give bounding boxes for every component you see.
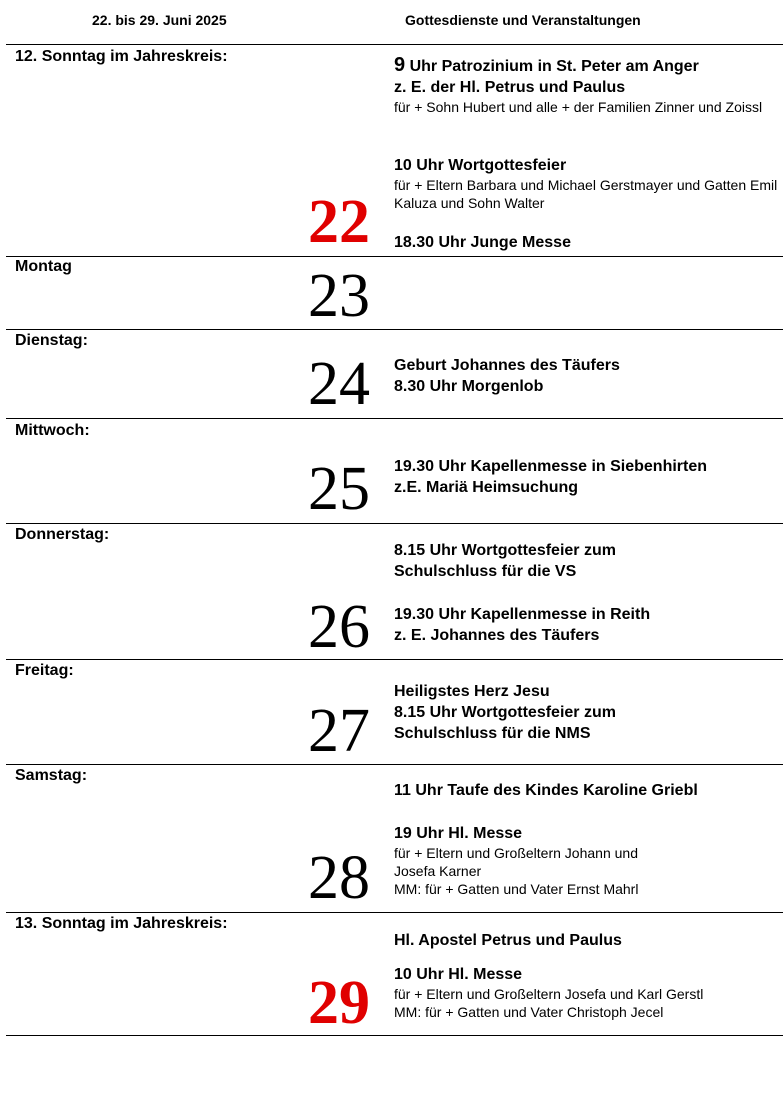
- event-title: 19.30 Uhr Kapellenmesse in Siebenhirten: [394, 458, 708, 475]
- event-kapellenmesse-reith: [394, 604, 779, 646]
- day-number: 25: [308, 455, 370, 523]
- event-title-line2: 8.15 Uhr Wortgottesfeier zum: [394, 704, 616, 721]
- event-title: 11 Uhr Taufe des Kindes Karoline Griebl: [394, 782, 698, 799]
- event-title-line2: z.E. Mariä Heimsuchung: [394, 479, 579, 496]
- day-label: Donnerstag:: [15, 526, 110, 543]
- event-title: 19 Uhr Hl. Messe: [394, 825, 523, 842]
- event-title-line2: z. E. Johannes des Täufers: [394, 627, 600, 644]
- event-title: Heiligstes Herz Jesu: [394, 683, 550, 700]
- event-title: 19.30 Uhr Kapellenmesse in Reith: [394, 606, 651, 623]
- divider: [6, 1035, 783, 1036]
- day-label: Freitag:: [15, 662, 74, 679]
- event-junge-messe: [394, 232, 779, 253]
- event-intention: für + Eltern und Großeltern Josefa und Karl Gerstl: [394, 986, 704, 1002]
- divider: [6, 659, 783, 660]
- event-intention-line3: MM: für + Gatten und Vater Ernst Mahrl: [394, 881, 639, 897]
- event-herz-jesu: [394, 681, 779, 744]
- day-label: Samstag:: [15, 767, 88, 784]
- date-range-heading: 22. bis 29. Juni 2025: [92, 12, 227, 28]
- day-label: 12. Sonntag im Jahreskreis:: [15, 48, 228, 65]
- event-hl-messe-sonntag: [394, 964, 779, 1021]
- event-hl-messe-samstag: [394, 823, 779, 898]
- divider: [6, 912, 783, 913]
- event-title: Hl. Apostel Petrus und Paulus: [394, 932, 622, 949]
- day-number: 23: [308, 262, 370, 330]
- event-title: 10 Uhr Hl. Messe: [394, 966, 523, 983]
- divider: [6, 256, 783, 257]
- day-label: 13. Sonntag im Jahreskreis:: [15, 915, 228, 932]
- event-title: 18.30 Uhr Junge Messe: [394, 234, 571, 251]
- event-title-line2: 8.30 Uhr Morgenlob: [394, 378, 544, 395]
- day-number: 26: [308, 593, 370, 661]
- divider: [6, 329, 783, 330]
- day-label: Montag: [15, 258, 72, 275]
- event-intention-line2: MM: für + Gatten und Vater Christoph Jecel: [394, 1004, 664, 1020]
- day-number: 24: [308, 350, 370, 418]
- day-number: 27: [308, 697, 370, 765]
- day-label: Mittwoch:: [15, 422, 90, 439]
- event-title-line2: z. E. der Hl. Petrus und Paulus: [394, 79, 626, 96]
- event-taufe: [394, 780, 779, 801]
- day-number: 29: [308, 969, 370, 1037]
- event-patrozinium: [394, 55, 779, 116]
- event-title-line2: Schulschluss für die VS: [394, 563, 577, 580]
- column-title: Gottesdienste und Veranstaltungen: [405, 12, 641, 28]
- event-title: Geburt Johannes des Täufers: [394, 357, 620, 374]
- event-intention-line2: Josefa Karner: [394, 863, 482, 879]
- event-title: 8.15 Uhr Wortgottesfeier zum: [394, 542, 616, 559]
- event-wortgottesfeier: [394, 155, 779, 212]
- day-number: 22: [308, 188, 370, 256]
- event-intention: für + Sohn Hubert und alle + der Familien Zinner und Zoissl: [394, 99, 763, 115]
- event-title-line3: Schulschluss für die NMS: [394, 725, 591, 742]
- day-number: 28: [308, 844, 370, 912]
- event-title-lead: 9: [394, 54, 406, 76]
- event-title: Uhr Patrozinium in St. Peter am Anger: [405, 58, 699, 75]
- divider: [6, 764, 783, 765]
- day-label: Dienstag:: [15, 332, 88, 349]
- event-intention: für + Eltern Barbara und Michael Gerstmayer und Gatten Emil Kaluza und Sohn Walter: [394, 177, 778, 211]
- event-petrus-paulus: [394, 930, 779, 951]
- event-schulschluss-vs: [394, 540, 779, 582]
- event-geburt-johannes: [394, 355, 779, 397]
- event-kapellenmesse-siebenhirten: [394, 456, 779, 498]
- divider: [6, 418, 783, 419]
- divider: [6, 523, 783, 524]
- event-title: 10 Uhr Wortgottesfeier: [394, 157, 567, 174]
- event-intention: für + Eltern und Großeltern Johann und: [394, 845, 638, 861]
- divider: [6, 44, 783, 45]
